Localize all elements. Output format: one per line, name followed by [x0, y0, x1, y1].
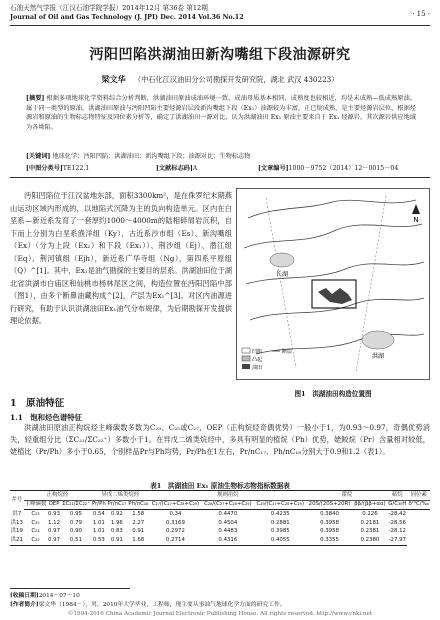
- received-date: [收稿日期]2014－07－10: [10, 593, 80, 599]
- table-cell: 0.4316: [202, 536, 254, 545]
- table-row: [10, 519, 430, 528]
- keywords: [26, 152, 416, 161]
- keywords-label: [关键词]: [26, 153, 51, 160]
- intro-paragraph: 沔阳凹陷位于江汉盆地东部，面积3300km²，是在侏罗纪末期燕山运动区域内形成的，以地陷式沉降为主的负向构造单元。区内在白垩系—新近系发育了一套厚约1000～4000m的陆相碎屑岩沉积，自下而上分别为白垩系渔洋组（Ky），古近系沙市组（Es）、新沟嘴组（Ex）（分为上段（Ex₂）和下段（Ex₁））、荆沙组（Ej）、潜江组（Eq）、荆河镇组（Ejh），新近系广华寺组（Ng）、第四系平原组（Q）^[1]。其中，Ex₁是油气勘探的主要目的层系。洪湖油田位于湖北省洪湖市白庙区和仙桃市杨林尾区之间，构造位置在沔阳凹陷中部（图1），由多个断鼻油藏构成^[2]，产层为Ex₁^[3]。对区内油源进行研究，有助于认识洪湖油田Ex₁油气分布规律，为后期勘探开发提供理论依据。: [10, 191, 232, 325]
- table-cell: 0.93: [48, 511, 61, 518]
- table-column-header: Pr/Ph: [91, 500, 106, 510]
- subsection-heading: 1.1 饱和烃色谱特征: [10, 413, 82, 422]
- table-cell: 0.79: [69, 519, 82, 526]
- table-cell: 0.4504: [218, 519, 238, 526]
- figure-caption: 图1 洪湖油田构造位置图: [294, 390, 372, 398]
- table-column-header: OEP: [47, 500, 60, 510]
- clc-field: [中图分类号]TE122.1: [26, 165, 90, 172]
- table-cell: 0.91: [107, 536, 128, 545]
- journal-name-en: Journal of Oil and Gas Technology (J. JPI) Dec. 2014 Vol.36 No.12: [10, 13, 244, 21]
- table-cell: 0.226: [362, 511, 378, 518]
- table-cell: 0.91: [132, 528, 145, 535]
- page-number: · 15 ·: [412, 10, 430, 18]
- table-cell: 0.3355: [306, 536, 352, 545]
- table-cell: 0.3169: [166, 519, 185, 526]
- table-cell: 0.3985: [270, 528, 290, 535]
- table-cell: 0.3958: [320, 528, 339, 535]
- location-map-figure: [236, 188, 430, 380]
- table-cell: 1.68: [127, 536, 149, 545]
- abstract-label: [摘要]: [26, 95, 45, 102]
- article-title: 沔阳凹陷洪湖油田新沟嘴组下段油源研究: [89, 47, 351, 63]
- table-cell: 0.3840: [320, 511, 339, 518]
- table-column-header: Ph/nC₁₈: [127, 500, 149, 510]
- abstract-text: 根据多项地球化学资料综合分析判断，洪湖油田原油成油环境一致，成油母质基本相同，成熟度也较相近，均是未成熟—低成熟原油。属于同一类型的原油，洪湖油田原油与沔阳凹陷主要烃源岩层段新沟嘴组下段（Ex₁）油源较为丰富，正已烷成熟，是主要烃源岩层位，根据烃源岩和原油的生物标志物特征及同位素分析等，确定了洪湖油田一源对比，认为洪湖油田 Ex₁ 原油主要来自于 Ex₁ 烃源岩，其次源岩供应地域为各坳陷。: [26, 95, 417, 131]
- table-caption: 表1 洪湖油田 Ex₁ 原油生物标志物指标数据表: [150, 482, 290, 490]
- footnote: [10, 592, 430, 609]
- keywords-text: 地球化学；沔阳凹陷；洪湖油田；新沟嘴组下段；油源对比；生物标志物: [52, 153, 251, 160]
- lake-shape: [270, 253, 294, 267]
- section-heading: 1 原油特征: [10, 398, 65, 409]
- table-column-header: C₂₈/(C₂₇+C₂₈+C₂₉): [202, 500, 254, 510]
- author-affiliation: （中石化江汉油田分公司勘探开发研究院，湖北 武汉 430223）: [133, 75, 339, 84]
- table-cell: -28.12: [388, 528, 406, 535]
- table-group-header: 正构烷烃: [24, 491, 92, 501]
- table-cell: 0.4483: [218, 528, 238, 535]
- table-cell: C₂₃: [31, 511, 40, 518]
- table-cell: 0.4055: [254, 536, 306, 545]
- table-column-header: δ¹³C/‰: [407, 500, 430, 510]
- table-cell: 1.12: [48, 519, 61, 526]
- table-group-header: 同位素: [407, 491, 430, 501]
- table-row: [10, 528, 430, 537]
- table-group-header: 井号: [10, 491, 24, 510]
- table-cell: C₂₃: [31, 528, 40, 535]
- copyright-line: ©1994-2016 China Academic Journal Electronic Publishing House. All rights reserved. http://www.cnki.net: [67, 611, 373, 617]
- table-cell: 0.2181: [360, 519, 380, 526]
- table-cell: 0.83: [110, 528, 123, 535]
- table-column-header: Pr/nC₁₇: [107, 500, 128, 510]
- lake-label: 洪湖: [371, 353, 385, 360]
- svg-text:凹陷: 凹陷: [252, 349, 263, 355]
- doc-code-field: [文献标志码]A: [156, 165, 198, 172]
- table-column-header: 主峰碳数: [24, 500, 48, 510]
- footnote-divider: [10, 588, 130, 589]
- abstract: [26, 94, 416, 132]
- svg-text:断层: 断层: [282, 349, 293, 355]
- table-column-header: ββ/(ββ+αα): [353, 500, 388, 510]
- map-frame: [237, 189, 430, 380]
- table-cell: 0.92: [110, 511, 123, 518]
- lake-label: 长湖: [275, 271, 289, 278]
- table-cell: 1.01: [92, 519, 105, 526]
- well-name-cell: 洪13: [10, 519, 23, 526]
- table-cell: 0.54: [92, 511, 105, 518]
- table-body: [10, 510, 430, 546]
- table-cell: 1.58: [132, 511, 145, 518]
- table-cell: 0.2881: [270, 519, 290, 526]
- table-cell: 0.34: [169, 511, 182, 518]
- table-column-header: C₂₇/(C₂₇+C₂₈+C₂₉): [149, 500, 201, 510]
- table-column-header: C₂₉/(C₂₇+C₂₈+C₂₉): [254, 500, 306, 510]
- well-name-cell: 洪19: [10, 528, 23, 535]
- table-cell: 0.3958: [320, 519, 339, 526]
- biomarker-table: [10, 490, 430, 546]
- well-name-cell: 洪7: [12, 510, 22, 517]
- section-paragraph: 洪湖油田原油正构烷烃主峰碳数多数为C₂₃、C₂₅或C₂₇，OEP（正构烷烃奇偶优势）一般小于1，为0.93～0.97，奇偶优势消失，轻重组分比（ΣC₂₁/ΣC₂₂⁺）多数小于1。在异戊二烯类烷烃中，多具有明显的植烷（Ph）优势，姥鲛烷（Pr）含量相对较低，姥植比（Pr/Ph）多小于0.65，个别样品Pr与Ph均势，Pr/Ph在1左右，Pr/nC₁₇、Ph/nC₁₈分别大于0.9和1.2（表1）。: [10, 423, 430, 456]
- table-row: [10, 510, 430, 519]
- table-sub-header-row: [10, 500, 430, 510]
- table-cell: -27.97: [387, 536, 407, 545]
- journal-name-cn: 石油天然气学报（江汉石油学院学报）2014年12月 第36卷 第12期: [10, 4, 208, 12]
- table-cell: 1.96: [110, 519, 123, 526]
- table-group-header: 萜烷: [387, 491, 407, 501]
- table-cell: 0.53: [91, 536, 106, 545]
- table-column-header: G/C₃₀H: [387, 500, 407, 510]
- table-cell: C₂₅: [31, 519, 40, 526]
- author-name: 梁文华: [101, 74, 126, 84]
- author-bio: [作者简介]梁文华（1984－），男，2010年大学毕业，工程师，现主要从事油气地球化学方面的研究工作。: [10, 601, 286, 608]
- table-cell: 0.51: [61, 536, 92, 545]
- table-cell: 0.97: [48, 528, 61, 535]
- table-cell: 0.4470: [218, 511, 238, 518]
- table-cell: 0.2381: [360, 528, 380, 535]
- table-cell: 0.2972: [166, 528, 185, 535]
- table-cell: 0.4235: [270, 511, 290, 518]
- divider: [10, 177, 430, 178]
- table-cell: 2.27: [132, 519, 145, 526]
- article-number-field: [文章编号]1000－9752（2014）12－0015－04: [258, 165, 399, 172]
- table-cell: 0.90: [69, 528, 82, 535]
- location-map: [236, 188, 430, 380]
- table-column-header: 20S/(20S+20R): [306, 500, 352, 510]
- lake-shape: [362, 331, 394, 349]
- journal-header: [10, 4, 430, 26]
- svg-text:油田: 油田: [252, 365, 263, 371]
- table-cell: -28.42: [388, 511, 406, 518]
- table-cell: 1.01: [92, 528, 105, 535]
- table-cell: 0.2714: [149, 536, 201, 545]
- table-cell: 0.95: [69, 511, 82, 518]
- table-group-header: 异戊二烯类烷烃: [91, 491, 149, 501]
- svg-text:凸起: 凸起: [252, 357, 263, 363]
- table-row: [10, 536, 430, 545]
- table-group-header: 规则甾烷: [149, 491, 306, 501]
- table-cell: -28.56: [388, 519, 406, 526]
- table-cell: 0.97: [47, 536, 60, 545]
- table-cell: 0.2380: [353, 536, 388, 545]
- author-line: [10, 74, 430, 85]
- table-column-header: ΣC₂₁/ΣC₂₂⁺: [61, 500, 92, 510]
- well-name-cell: 洪21: [10, 536, 24, 545]
- table-group-header: 藿烷: [306, 491, 387, 501]
- table-cell: C₂₅: [24, 536, 48, 545]
- north-label: N: [413, 216, 419, 224]
